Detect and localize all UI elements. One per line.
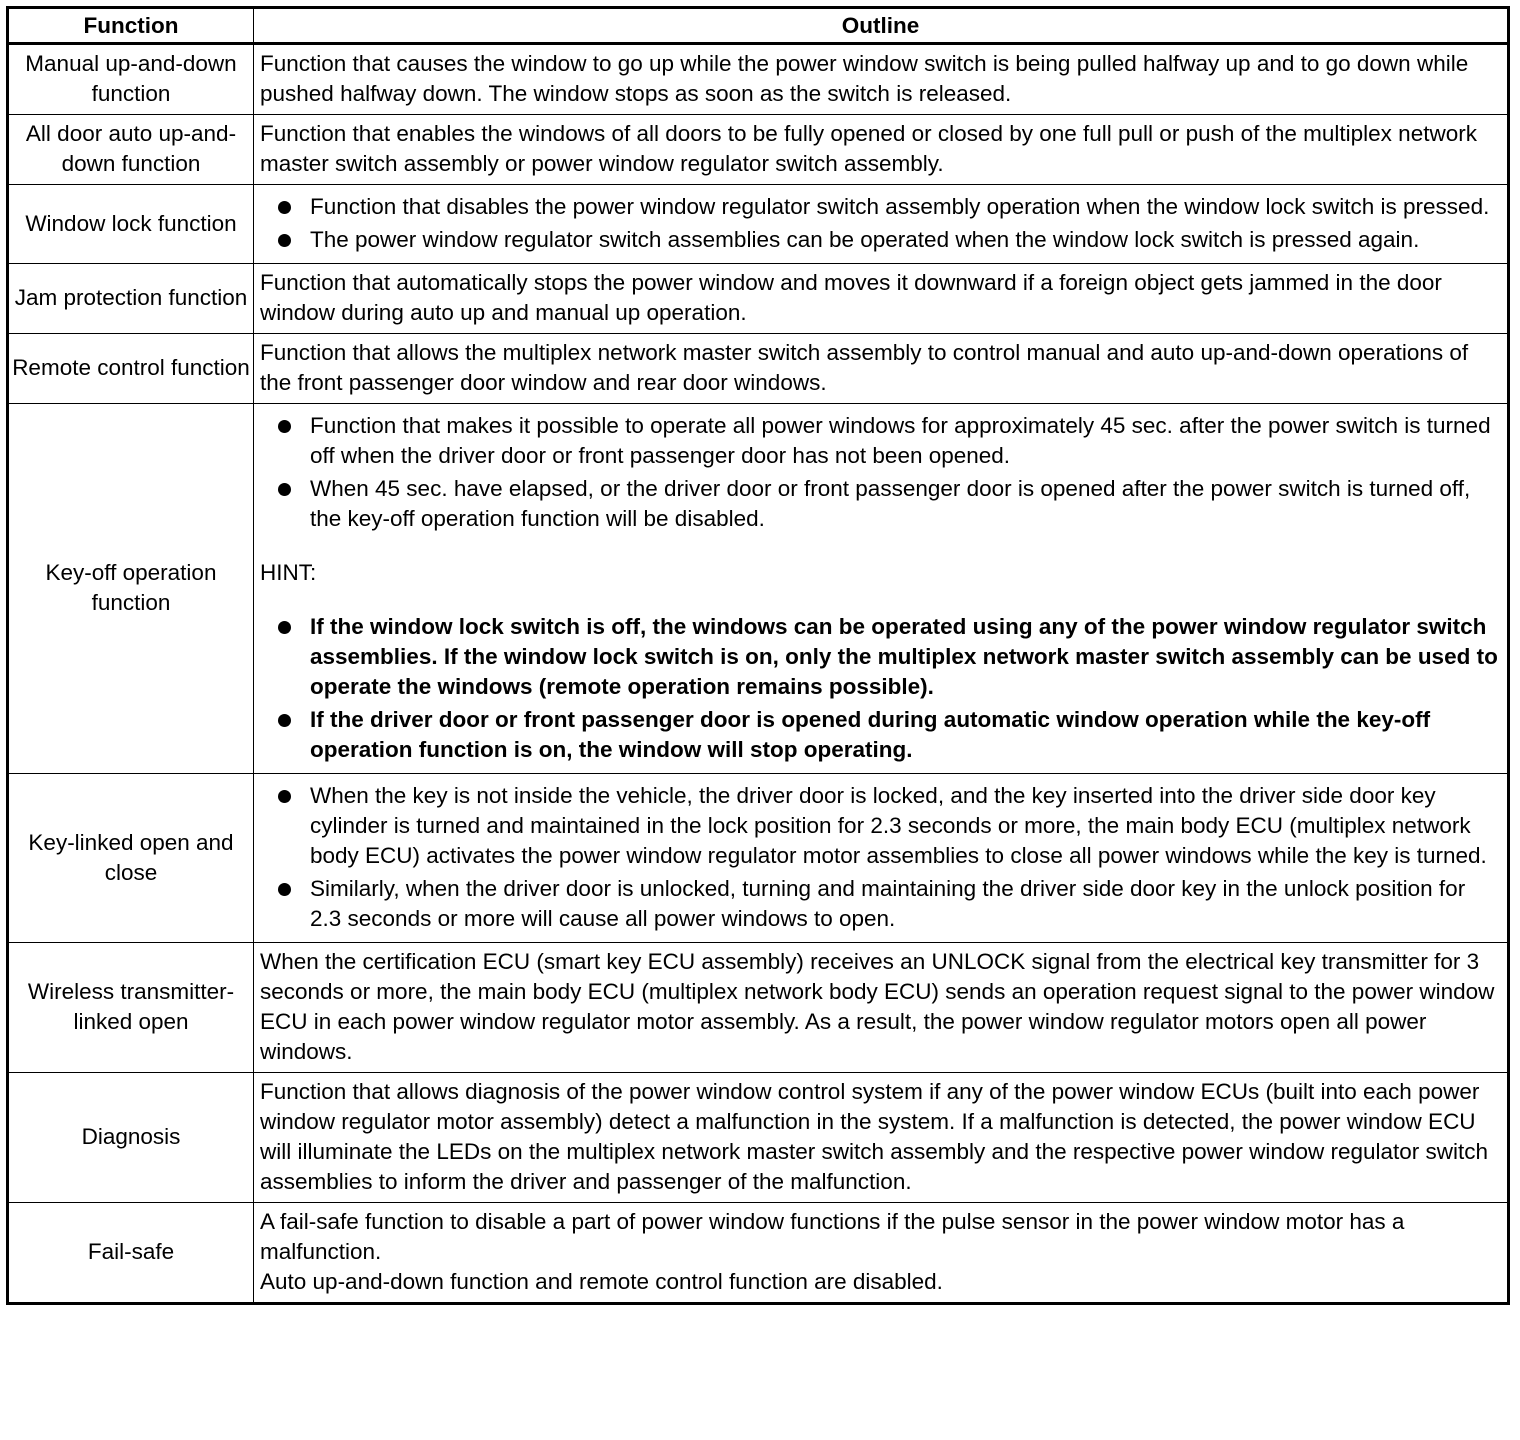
function-cell: Wireless transmitter-linked open: [8, 943, 254, 1073]
outline-cell: Function that allows the multiplex network master switch assembly to control manual and auto up-and-down operations of the front passenger door window and rear door windows.: [254, 334, 1509, 404]
bullet-item: The power window regulator switch assemblies can be operated when the window lock switch is pressed again.: [260, 225, 1501, 255]
header-row: [8, 8, 1509, 44]
outline-cell: When the certification ECU (smart key ECU assembly) receives an UNLOCK signal from the electrical key transmitter for 3 seconds or more, the main body ECU (multiplex network body ECU) sends an operation request signal to the power window ECU in each power window regulator motor assembly. As a result, the power window regulator motors open all power windows.: [254, 943, 1509, 1073]
header-outline: Outline: [254, 8, 1509, 44]
outline-cell: [254, 404, 1509, 774]
table-row: [8, 1073, 1509, 1203]
table-row: [8, 774, 1509, 943]
function-cell: Key-off operation function: [8, 404, 254, 774]
table-row: [8, 1203, 1509, 1304]
bullet-item: Similarly, when the driver door is unlocked, turning and maintaining the driver side door key in the unlock position for 2.3 seconds or more will cause all power windows to open.: [260, 874, 1501, 934]
outline-cell: [254, 1203, 1509, 1304]
header-function: Function: [8, 8, 254, 44]
outline-paragraph: A fail-safe function to disable a part of power window functions if the pulse sensor in the power window motor has a malfunction.: [260, 1209, 1405, 1264]
table-row: [8, 185, 1509, 264]
function-cell: Key-linked open and close: [8, 774, 254, 943]
outline-cell: Function that enables the windows of all doors to be fully opened or closed by one full pull or push of the multiplex network master switch assembly or power window regulator switch assembly.: [254, 115, 1509, 185]
outline-cell: [254, 185, 1509, 264]
function-cell: Diagnosis: [8, 1073, 254, 1203]
table-row: [8, 943, 1509, 1073]
table-row: [8, 115, 1509, 185]
outline-cell: Function that allows diagnosis of the power window control system if any of the power window ECUs (built into each power window regulator motor assembly) detect a malfunction in the system. If a malfunction is detected, the power window ECU will illuminate the LEDs on the multiplex network master switch assembly and the respective power window regulator switch assemblies to inform the driver and passenger of the malfunction.: [254, 1073, 1509, 1203]
table-row: [8, 334, 1509, 404]
hint-bullet-item: If the window lock switch is off, the windows can be operated using any of the power window regulator switch assemblies. If the window lock switch is on, only the multiplex network master switch assembly can be used to operate the windows (remote operation remains possible).: [260, 612, 1501, 702]
hint-bullet-item: If the driver door or front passenger door is opened during automatic window operation while the key-off operation function is on, the window will stop operating.: [260, 705, 1501, 765]
table-row: [8, 44, 1509, 115]
function-cell: Jam protection function: [8, 264, 254, 334]
function-cell: Fail-safe: [8, 1203, 254, 1304]
function-outline-table: [6, 6, 1510, 1305]
function-cell: Remote control function: [8, 334, 254, 404]
outline-paragraph: Auto up-and-down function and remote control function are disabled.: [260, 1269, 943, 1294]
outline-cell: [254, 774, 1509, 943]
table-row: [8, 264, 1509, 334]
function-cell: Window lock function: [8, 185, 254, 264]
outline-cell: Function that causes the window to go up while the power window switch is being pulled halfway up and to go down while pushed halfway down. The window stops as soon as the switch is released.: [254, 44, 1509, 115]
bullet-list: [260, 781, 1501, 934]
function-cell: All door auto up-and-down function: [8, 115, 254, 185]
hint-label: HINT:: [260, 560, 317, 585]
function-cell: Manual up-and-down function: [8, 44, 254, 115]
hint-bullet-list: [260, 612, 1501, 765]
outline-cell: Function that automatically stops the power window and moves it downward if a foreign object gets jammed in the door window during auto up and manual up operation.: [254, 264, 1509, 334]
bullet-list: [260, 192, 1501, 255]
bullet-item: Function that makes it possible to operate all power windows for approximately 45 sec. after the power switch is turned off when the driver door or front passenger door has not been opened.: [260, 411, 1501, 471]
table-row: [8, 404, 1509, 774]
bullet-item: When 45 sec. have elapsed, or the driver door or front passenger door is opened after the power switch is turned off, the key-off operation function will be disabled.: [260, 474, 1501, 534]
bullet-item: When the key is not inside the vehicle, the driver door is locked, and the key inserted into the driver side door key cylinder is turned and maintained in the lock position for 2.3 seconds or more, the main body ECU (multiplex network body ECU) activates the power window regulator motor assemblies to close all power windows while the key is turned.: [260, 781, 1501, 871]
bullet-item: Function that disables the power window regulator switch assembly operation when the window lock switch is pressed.: [260, 192, 1501, 222]
bullet-list: [260, 411, 1501, 534]
